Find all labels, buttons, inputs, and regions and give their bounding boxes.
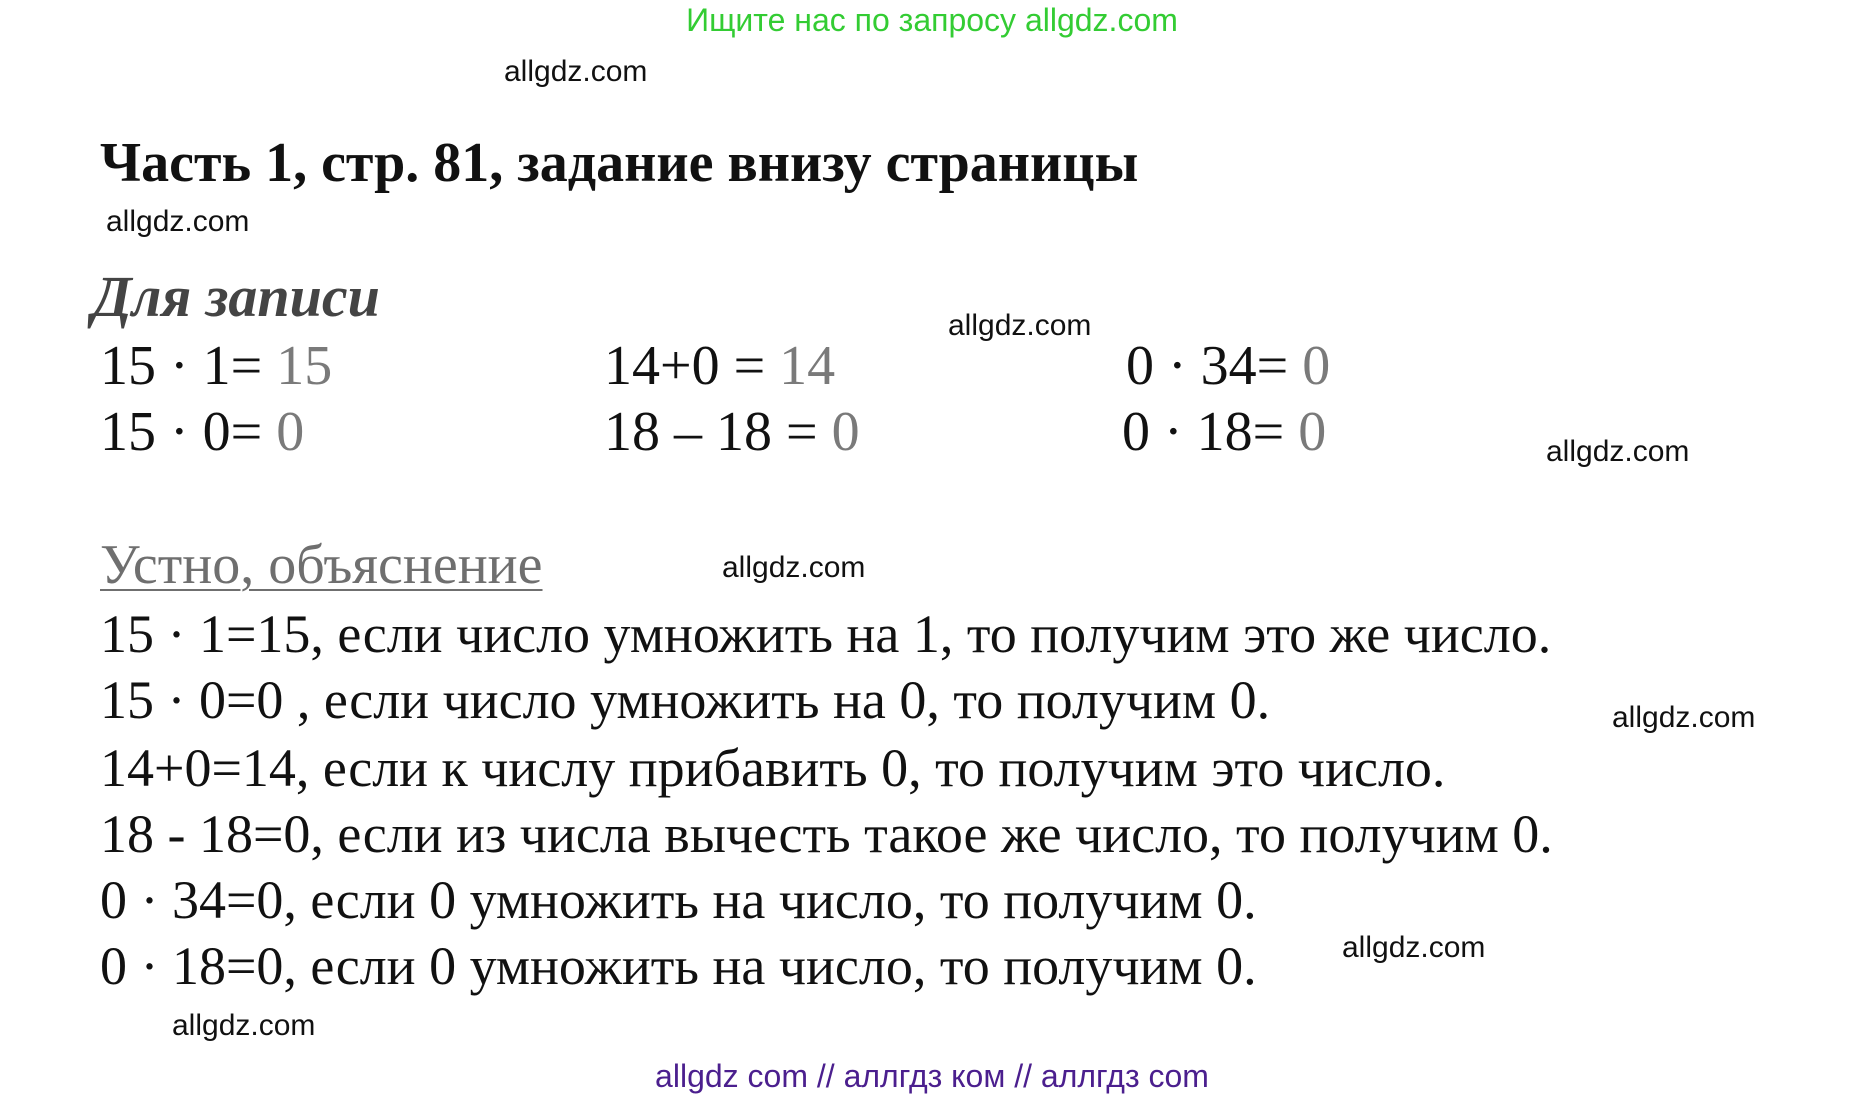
watermark: allgdz.com xyxy=(722,551,866,584)
equation-expr: 14+0 = xyxy=(604,335,780,397)
watermark: allgdz.com xyxy=(1342,931,1486,964)
watermark: allgdz.com xyxy=(106,205,250,238)
watermark: allgdz.com xyxy=(1546,435,1690,468)
equation xyxy=(1122,400,1326,464)
watermark: allgdz.com xyxy=(504,55,648,88)
equation xyxy=(1126,334,1330,398)
equation xyxy=(604,334,835,398)
watermark: allgdz.com xyxy=(172,1009,316,1042)
equation xyxy=(604,400,860,464)
watermark: allgdz.com xyxy=(1612,701,1756,734)
section-heading-ustno: Устно, объяснение xyxy=(100,534,543,596)
explanation-line: 0 · 18=0, если 0 умножить на число, то получим 0. xyxy=(100,936,1257,996)
equation-expr: 0 · 18= xyxy=(1122,401,1299,463)
equation-expr: 0 · 34= xyxy=(1126,335,1303,397)
watermark: allgdz.com xyxy=(948,309,1092,342)
equation-expr: 15 · 1= xyxy=(100,335,277,397)
explanation-line: 18 - 18=0, если из числа вычесть такое же число, то получим 0. xyxy=(100,804,1553,864)
equation-answer: 0 xyxy=(831,401,860,463)
equation-expr: 18 – 18 = xyxy=(604,401,832,463)
equation xyxy=(100,400,304,464)
page-title: Часть 1, стр. 81, задание внизу страницы xyxy=(100,132,1139,194)
equation-answer: 0 xyxy=(1302,335,1331,397)
equation-answer: 15 xyxy=(276,335,333,397)
footer-links[interactable]: allgdz com // аллгдз ком // аллгдз com xyxy=(655,1058,1209,1094)
explanation-line: 15 · 1=15, если число умножить на 1, то получим это же число. xyxy=(100,604,1552,664)
search-banner[interactable]: Ищите нас по запросу allgdz.com xyxy=(686,2,1178,38)
explanation-line: 14+0=14, если к числу прибавить 0, то получим это число. xyxy=(100,738,1446,798)
equation-expr: 15 · 0= xyxy=(100,401,277,463)
equation xyxy=(100,334,332,398)
explanation-line: 15 · 0=0 , если число умножить на 0, то получим 0. xyxy=(100,670,1271,730)
equation-answer: 0 xyxy=(276,401,305,463)
section-heading-zapis: Для записи xyxy=(92,264,380,329)
equation-answer: 0 xyxy=(1298,401,1327,463)
explanation-line: 0 · 34=0, если 0 умножить на число, то получим 0. xyxy=(100,870,1257,930)
equation-answer: 14 xyxy=(779,335,836,397)
